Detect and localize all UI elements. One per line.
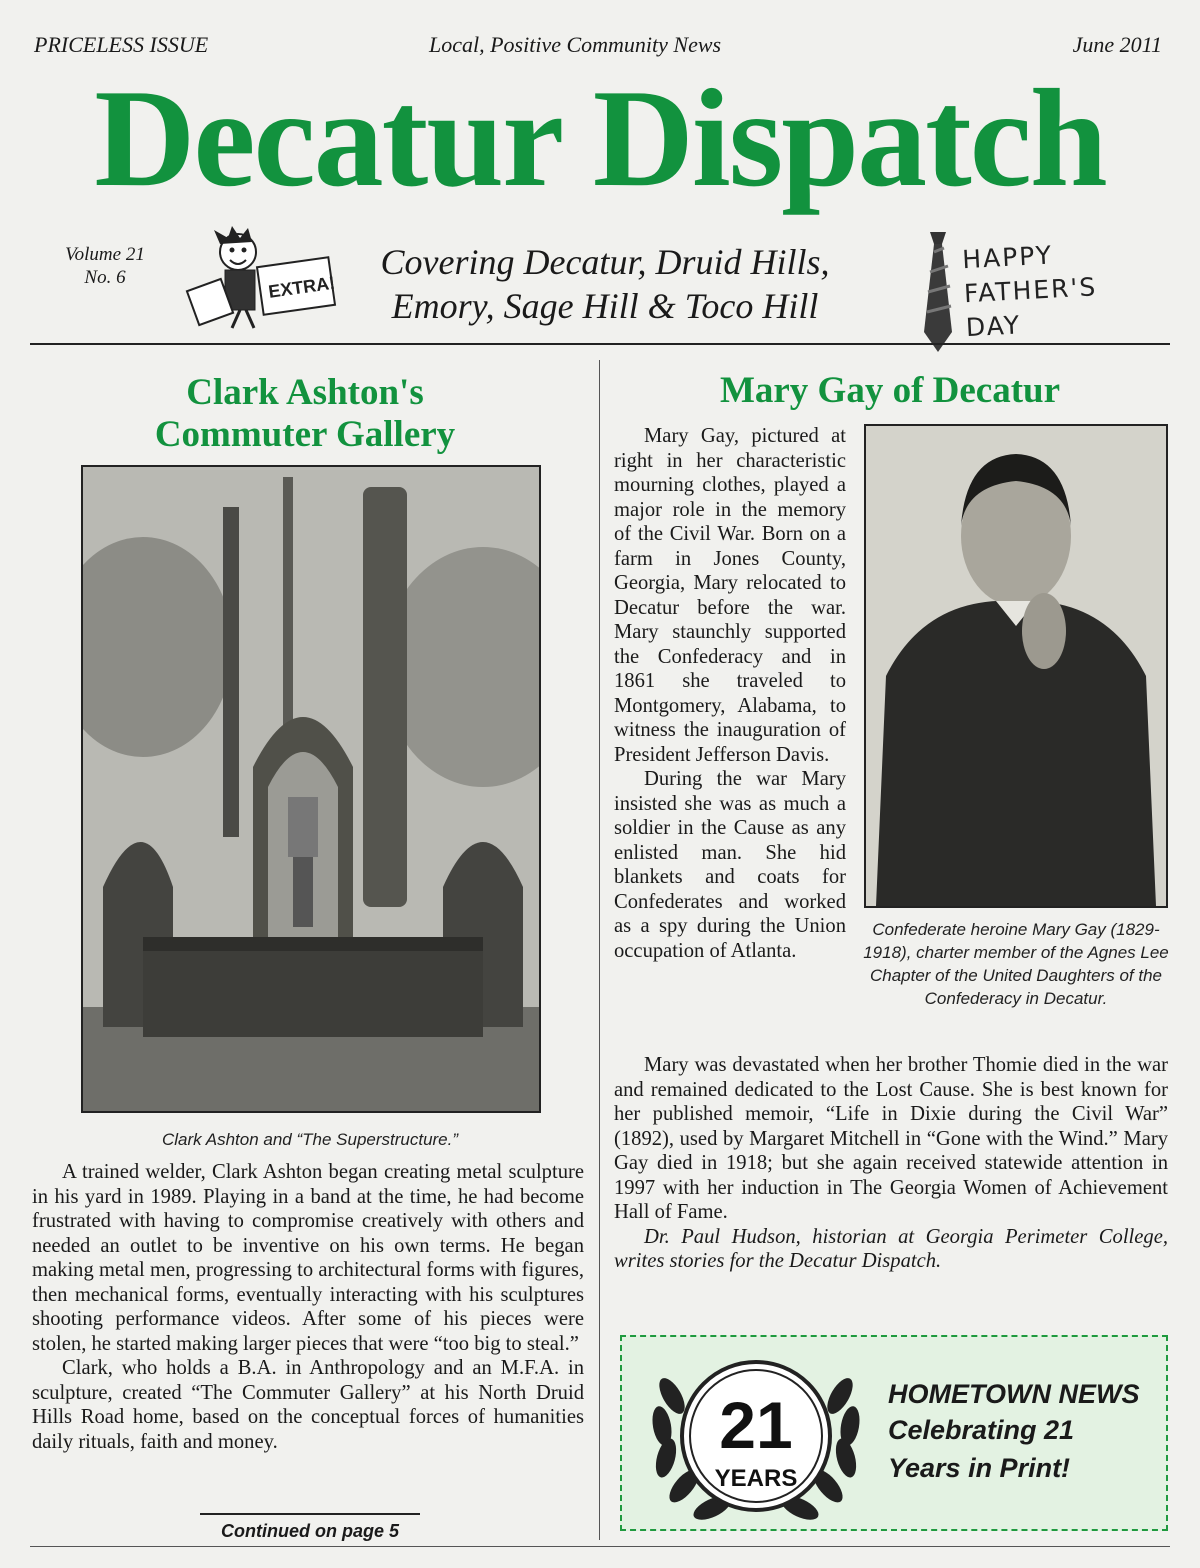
- badge-label: YEARS: [714, 1465, 798, 1492]
- issue-date: June 2011: [1072, 32, 1162, 57]
- fathers-line-3: DAY: [965, 310, 1022, 343]
- left-paragraph-1: A trained welder, Clark Ashton began creating metal sculpture in his yard in 1989. Playing in a band at the time, he had become frustrated with having to compromise creatively with others and needed an outlet to be inventive on his own terms. He began making metal men, progressing to architectural forms with figures, then mechanical forms, eventually interacting with his sculptures shooting performance videos. After some of his pieces were stolen, he started making larger pieces that were “too big to steal.”: [32, 1161, 584, 1355]
- priceless-issue: PRICELESS ISSUE: [34, 32, 209, 57]
- fathers-day-greeting: [961, 233, 1166, 345]
- right-paragraph-2: During the war Mary insisted she was as much a soldier in the Cause as any enlisted man. She hid blankets and coats for Confederates and worked as a spy during the Union occupation of Atlanta.: [614, 768, 846, 962]
- promo-line-1: Celebrating 21: [888, 1415, 1075, 1445]
- left-article-body: [32, 1160, 584, 1454]
- tagline-line-1: Covering Decatur, Druid Hills,: [380, 242, 830, 282]
- mary-gay-caption: Confederate heroine Mary Gay (1829-1918), charter member of the Agnes Lee Chapter of the United Daughters of the Confederacy in Decatur.: [863, 920, 1169, 1008]
- right-article-body-narrow: [614, 424, 846, 963]
- left-headline-line-1: Clark Ashton's: [186, 372, 424, 413]
- coverage-tagline: [345, 240, 865, 328]
- promo-text: [888, 1378, 1160, 1486]
- number-label: No. 6: [84, 267, 126, 288]
- promo-title: HOMETOWN NEWS: [888, 1379, 1140, 1409]
- continued-link[interactable]: Continued on page 5: [200, 1513, 420, 1542]
- volume-label: Volume 21: [65, 244, 145, 265]
- superstructure-photo: [81, 465, 541, 1113]
- fathers-line-1: HAPPY: [961, 240, 1054, 275]
- column-divider: [599, 360, 600, 1540]
- volume-info: [60, 243, 150, 289]
- header-rule: [30, 343, 1170, 345]
- footer-rule: [30, 1546, 1170, 1547]
- masthead-title: Decatur Dispatch: [94, 61, 1106, 216]
- right-paragraph-3: Mary was devastated when her brother Thomie died in the war and remained dedicated to the Lost Cause. She is best known for her published memoir, “Life in Dixie during the Civil War” (1892), used by Margaret Mitchell in “Gone with the Wind.” Mary Gay died in 1918; but she again received statewide attention in 1997 with her induction in The Georgia Women of Achievement Hall of Fame.: [614, 1054, 1168, 1223]
- slogan: Local, Positive Community News: [429, 32, 722, 57]
- tagline-line-2: Emory, Sage Hill & Toco Hill: [391, 286, 819, 326]
- badge-number: 21: [719, 1388, 793, 1462]
- author-byline: Dr. Paul Hudson, historian at Georgia Perimeter College, writes stories for the Decatur Dispatch.: [614, 1225, 1168, 1272]
- superstructure-caption: Clark Ashton and “The Superstructure.”: [161, 1130, 459, 1149]
- promo-line-2: Years in Print!: [888, 1453, 1071, 1483]
- necktie-icon: [918, 232, 958, 354]
- mary-gay-portrait: [864, 424, 1168, 908]
- laurel-badge-icon: [632, 1336, 880, 1532]
- newsboy-extra-icon: [180, 222, 340, 332]
- left-paragraph-2: Clark, who holds a B.A. in Anthropology and an M.F.A. in sculpture, created “The Commuter Gallery” at his North Druid Hills Road home, based on the conceptual forces of humanities daily rituals, faith and money.: [32, 1357, 584, 1453]
- top-line: [34, 32, 1162, 62]
- fathers-line-2: FATHER'S: [963, 272, 1098, 309]
- left-headline: [90, 372, 520, 456]
- left-headline-line-2: Commuter Gallery: [154, 414, 456, 455]
- right-headline: Mary Gay of Decatur: [719, 370, 1061, 411]
- right-article-body-wide: [614, 1053, 1168, 1274]
- right-paragraph-1: Mary Gay, pictured at right in her characteristic mourning clothes, played a major role in the memory of the Civil War. Born on a farm in Jones County, Georgia, Mary relocated to Decatur before the war. Mary staunchly supported the Confederacy and in 1861 she traveled to Montgomery, Alabama, to witness the inauguration of President Jefferson Davis.: [614, 425, 846, 766]
- extra-sign: EXTRA!: [267, 272, 337, 302]
